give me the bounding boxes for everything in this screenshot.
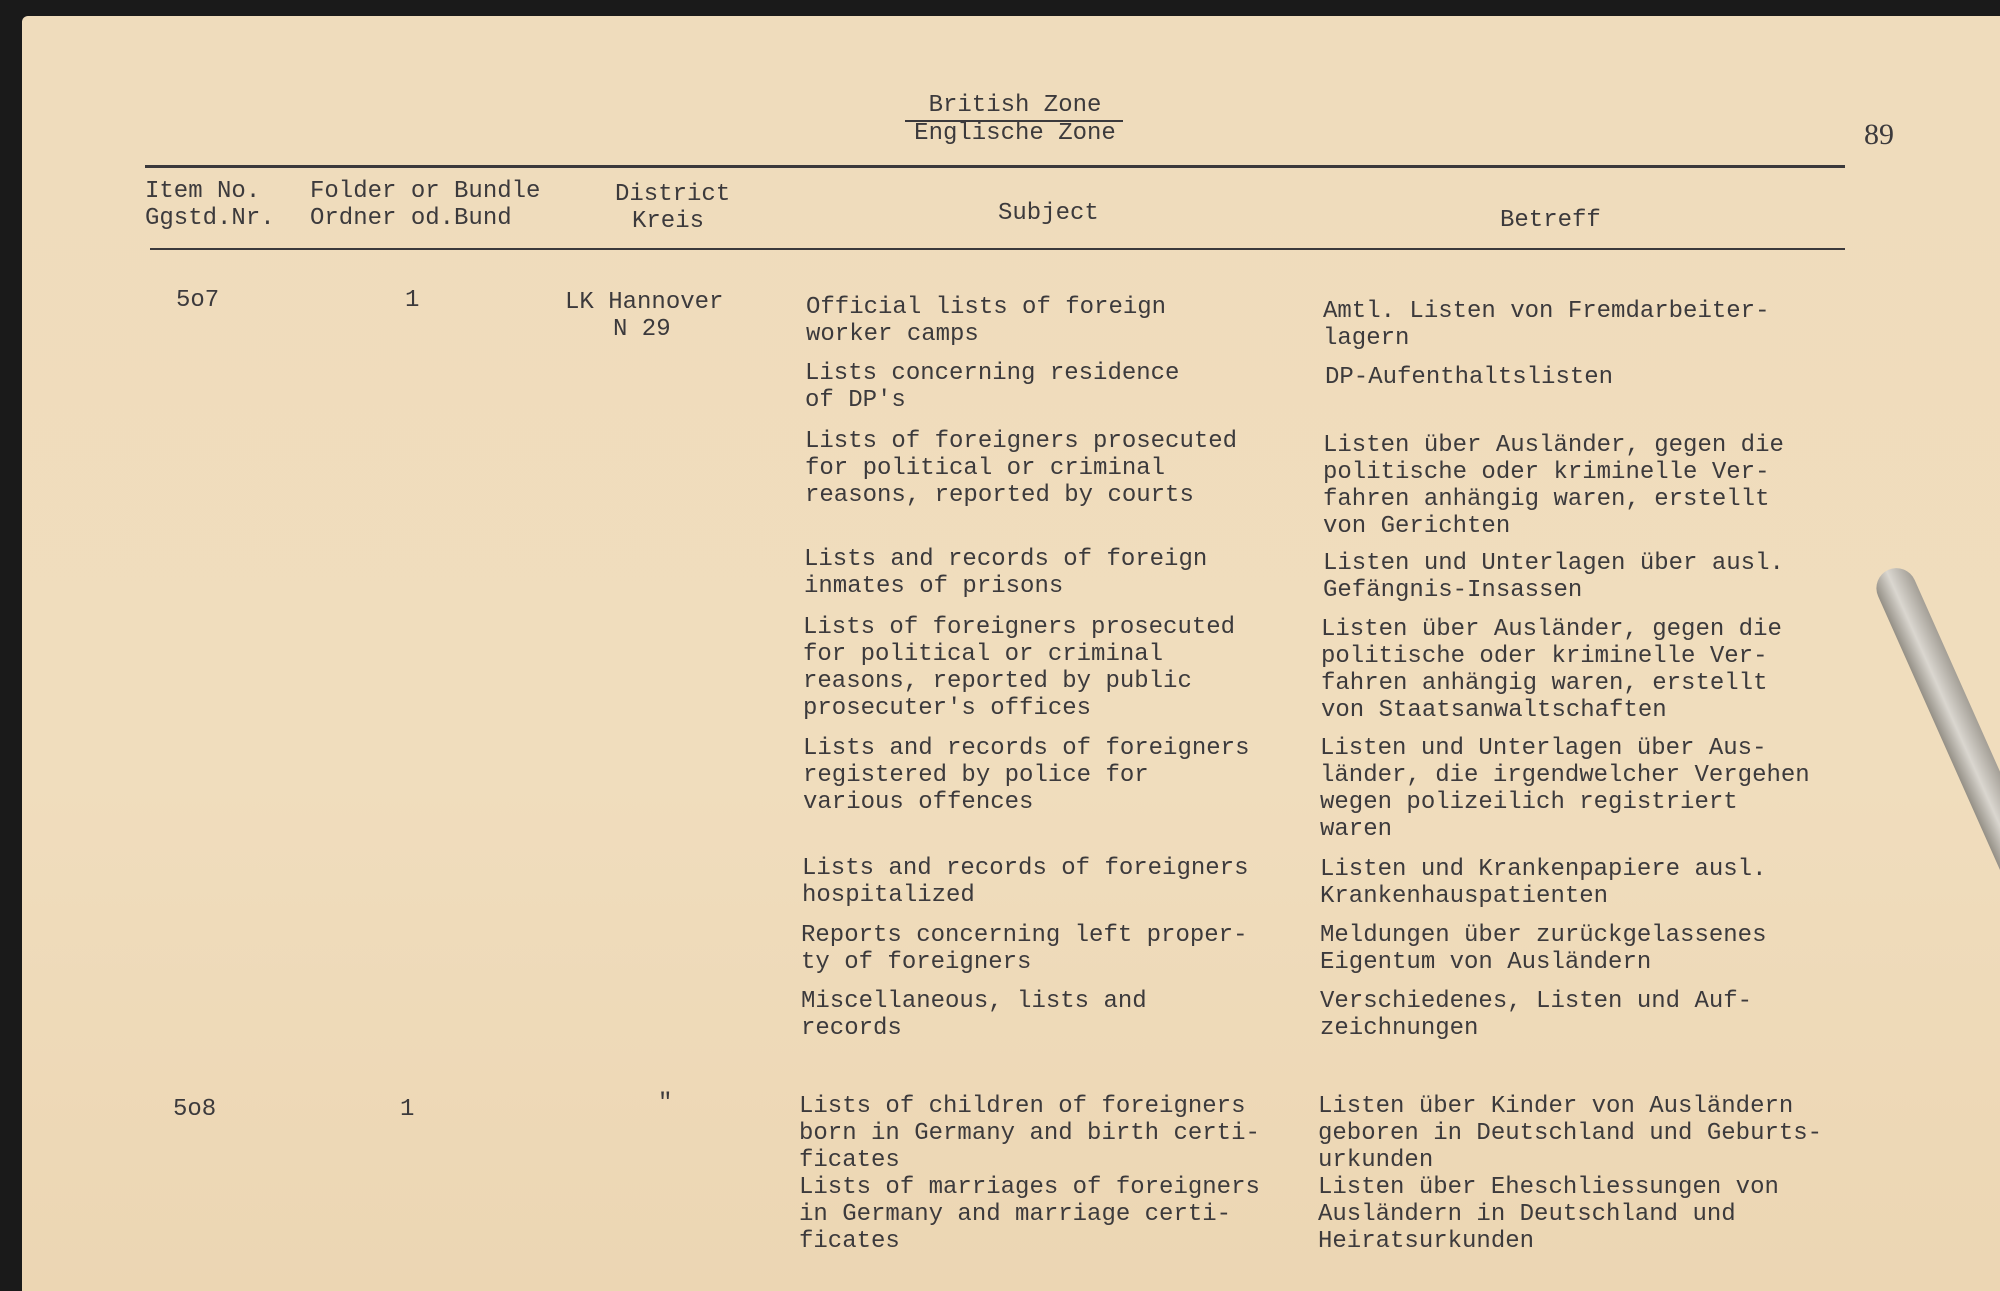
zone-title-de: Englische Zone <box>914 120 1116 147</box>
betreff-cell: Listen über Kinder von Ausländern geboren in Deutschland und Geburts- urkunden <box>1318 1093 1823 1174</box>
betreff-cell: Meldungen über zurückgelassenes Eigentum von Ausländern <box>1320 922 1767 976</box>
subject-cell: Official lists of foreign worker camps <box>806 294 1167 348</box>
district-ditto: " <box>658 1090 673 1117</box>
col-subject: Subject <box>998 200 1099 227</box>
betreff-cell: Amtl. Listen von Fremdarbeiter- lagern <box>1323 298 1770 352</box>
subject-cell: Lists and records of foreign inmates of prisons <box>804 546 1208 600</box>
subject-cell: Lists and records of foreigners hospitalized <box>802 855 1249 909</box>
betreff-cell: Listen über Eheschliessungen von Ausländern in Deutschland und Heiratsurkunden <box>1318 1174 1779 1255</box>
betreff-cell: DP-Aufenthaltslisten <box>1325 364 1614 391</box>
betreff-cell: Listen und Unterlagen über ausl. Gefängnis-Insassen <box>1323 550 1784 604</box>
item-number: 5o7 <box>176 287 220 314</box>
page-number: 89 <box>1864 118 1894 151</box>
col-district-en: District <box>615 181 731 208</box>
subject-cell: Miscellaneous, lists and records <box>801 988 1147 1042</box>
folder-number: 1 <box>405 287 420 314</box>
col-folder-de: Ordner od.Bund <box>310 205 512 232</box>
district-name: LK Hannover <box>565 289 724 316</box>
header-bottom-rule <box>150 248 1845 250</box>
folder-number: 1 <box>400 1096 415 1123</box>
subject-cell: Lists of children of foreigners born in Germany and birth certi- ficates <box>799 1093 1260 1174</box>
col-betreff: Betreff <box>1500 207 1601 234</box>
item-number: 5o8 <box>173 1096 217 1123</box>
subject-cell: Lists concerning residence of DP's <box>805 360 1180 414</box>
col-item-de: Ggstd.Nr. <box>145 205 275 232</box>
subject-cell: Lists of marriages of foreigners in Germany and marriage certi- ficates <box>799 1174 1260 1255</box>
col-district-de: Kreis <box>632 208 705 235</box>
col-folder-en: Folder or Bundle <box>310 178 541 205</box>
subject-cell: Reports concerning left proper- ty of foreigners <box>801 922 1248 976</box>
subject-cell: Lists of foreigners prosecuted for political or criminal reasons, reported by courts <box>805 428 1238 509</box>
betreff-cell: Verschiedenes, Listen und Auf- zeichnungen <box>1320 988 1753 1042</box>
betreff-cell: Listen und Krankenpapiere ausl. Krankenhauspatienten <box>1320 856 1767 910</box>
col-item-en: Item No. <box>145 178 261 205</box>
district-code: N 29 <box>613 316 671 343</box>
betreff-cell: Listen über Ausländer, gegen die politische oder kriminelle Ver- fahren anhängig waren, erstellt von Gerichten <box>1323 432 1784 540</box>
betreff-cell: Listen und Unterlagen über Aus- länder, die irgendwelcher Vergehen wegen polizeilich registriert waren <box>1320 735 1810 843</box>
header-top-rule <box>145 165 1845 168</box>
betreff-cell: Listen über Ausländer, gegen die politische oder kriminelle Ver- fahren anhängig waren, erstellt von Staatsanwaltschaften <box>1321 616 1782 724</box>
zone-title-en: British Zone <box>928 92 1102 119</box>
subject-cell: Lists and records of foreigners registered by police for various offences <box>803 735 1250 816</box>
subject-cell: Lists of foreigners prosecuted for political or criminal reasons, reported by public prosecuter's offices <box>803 614 1236 722</box>
